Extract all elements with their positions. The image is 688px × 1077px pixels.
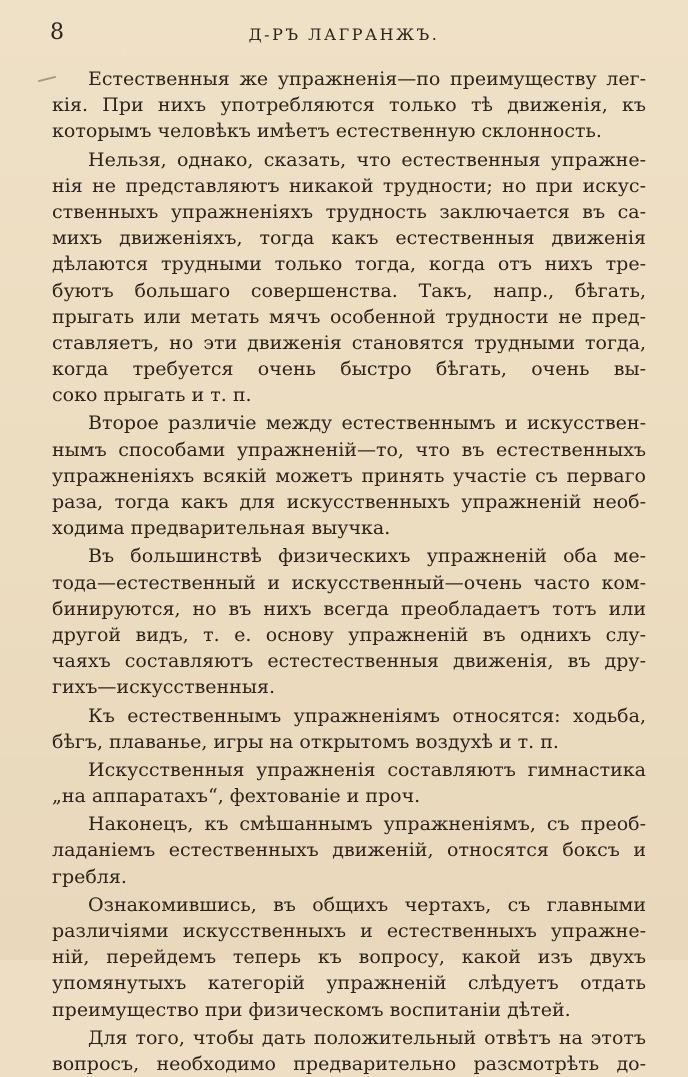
page-number: 8: [50, 20, 64, 45]
text-line: соко прыгать и т. п.: [52, 384, 252, 407]
text-line: михъ движеніяхъ, тогда какъ естественныя движенія: [52, 227, 646, 250]
body-text: [52, 66, 646, 1077]
text-line: кія. При нихъ употребляются только тѣ движенія, къ: [52, 94, 646, 117]
paragraph-1: [52, 66, 646, 145]
text-line: Нельзя, однако, сказать, что естественныя упражне-: [88, 148, 646, 171]
text-line: Искусственныя упражненія составляютъ гимнастика: [88, 758, 646, 781]
text-line: вопросъ, необходимо предварительно разсмотрѣть до-: [52, 1052, 646, 1075]
paragraph-7: [52, 811, 646, 890]
text-line: „на аппаратахъ“, фехтованіе и проч.: [52, 785, 421, 808]
text-line: тода—естественный и искусственный—очень часто ком-: [52, 571, 646, 594]
text-line: нія не представляютъ никакой трудности; но при искус-: [52, 174, 646, 197]
text-line: ній, перейдемъ теперь къ вопросу, какой изъ двухъ: [52, 946, 646, 969]
text-line: гихъ—искусственныя.: [52, 676, 275, 699]
text-line: Къ естественнымъ упражненіямъ относятся: ходьба,: [88, 704, 646, 727]
text-line: которымъ человѣкъ имѣетъ естественную склонность.: [52, 120, 602, 143]
text-line: Второе различіе между естественнымъ и искусствен-: [88, 412, 646, 435]
text-line: чаяхъ составляютъ естестественныя движенія, въ дру-: [52, 650, 646, 673]
text-line: бѣгъ, плаванье, игры на открытомъ воздухѣ и т. п.: [52, 730, 559, 753]
text-line: Ознакомившись, въ общихъ чертахъ, съ главными: [88, 893, 646, 916]
text-line: дѣлаются трудными только тогда, когда отъ нихъ тре-: [52, 253, 646, 276]
text-line: различіями искусственныхъ и естественныхъ упражне-: [52, 920, 646, 942]
text-line: ходима предварительная выучка.: [52, 517, 391, 540]
paragraph-6: [52, 757, 646, 809]
text-line: ладаніемъ естественныхъ движеній, относятся боксъ и: [52, 839, 646, 862]
text-line: буютъ большаго совершенства. Такъ, напр., бѣгать,: [52, 279, 646, 302]
text-line: прыгать или метать мячъ особенной трудности не пред-: [52, 305, 646, 328]
text-line: ственныхъ упражненіяхъ трудность заключается въ са-: [52, 200, 646, 223]
text-line: другой видъ, т. е. основу упражненій въ однихъ слу-: [52, 623, 646, 646]
paragraph-2: [52, 147, 646, 409]
text-line: когда требуется очень быстро бѣгать, очень вы-: [52, 358, 646, 381]
text-line: ставляетъ, но эти движенія становятся трудными тогда,: [52, 331, 646, 354]
paragraph-3: [52, 410, 646, 541]
running-head: Д-РЪ ЛАГРАНЖЪ.: [248, 25, 440, 44]
paragraph-8: [52, 892, 646, 1023]
text-line: раза, тогда какъ для искусственныхъ упражненій необ-: [52, 491, 646, 513]
paragraph-5: [52, 703, 646, 755]
text-line: упомянутыхъ категорій упражненій слѣдуетъ отдать: [52, 972, 646, 995]
text-line: гребля.: [52, 865, 127, 888]
text-line: нымъ способами упражненій—то, что въ естественныхъ: [52, 438, 646, 461]
text-line: упражненіяхъ всякій можетъ принять участіе съ перваго: [52, 464, 646, 487]
paragraph-4: [52, 543, 646, 700]
text-line: Естественныя же упражненія—по преимуществу лег-: [88, 68, 646, 90]
text-line: Для того, чтобы дать положительный отвѣтъ на этотъ: [88, 1026, 646, 1049]
text-line: Наконецъ, къ смѣшаннымъ упражненіямъ, съ преоб-: [88, 813, 646, 836]
text-line: бинируются, но въ нихъ всегда преобладаетъ тотъ или: [52, 597, 646, 620]
text-line: преимущество при физическомъ воспитаніи дѣтей.: [52, 998, 571, 1021]
text-line: Въ большинствѣ физическихъ упражненій оба ме-: [88, 545, 646, 568]
paragraph-9: [52, 1025, 646, 1077]
